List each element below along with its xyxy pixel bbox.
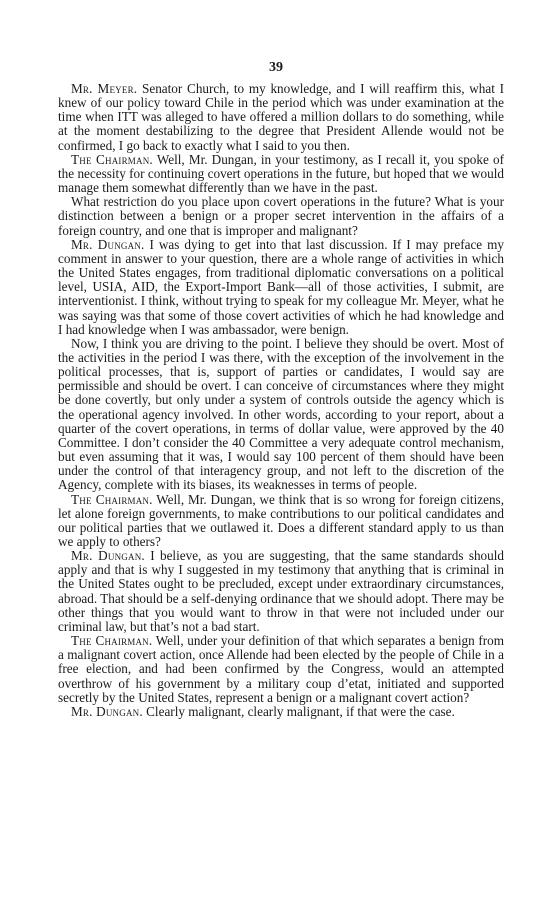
paragraph — [58, 153, 504, 195]
paragraph-text: Well, Mr. Dungan, in your testimony, as I recall it, you spoke of the necessity for continuing covert operations in the future, but hoped that we would manage them somewhat differently than we have in the past. — [58, 151, 504, 196]
page-number: 39 — [269, 60, 283, 75]
paragraph — [58, 337, 504, 493]
paragraph-text: Well, Mr. Dungan, we think that is so wrong for foreign citizens, let alone foreign governments, to make contributions to our political candidates and our political parties that we outlawed it. Does a different standard apply to us than we apply to others? — [58, 491, 504, 549]
speaker-name: The Chairman. — [71, 491, 153, 507]
speaker-name: Mr. Dungan. — [71, 236, 145, 252]
paragraph-text: I believe, as you are suggesting, that the same standards should apply and that is why I suggested in my testimony that anything that is criminal in the United States ought to be precluded, except under extraordinary circumstances, abroad. That should be a self-denying ordinance that we should adopt. There may be other things that you would want to throw in that were not included under our criminal law, but that’s not a bad start. — [58, 548, 504, 634]
paragraph — [58, 634, 504, 705]
speaker-name: Mr. Dungan. — [71, 548, 145, 564]
paragraph-text: Senator Church, to my knowledge, and I will reaffirm this, what I knew of our policy toward Chile in the period which was under examination at the time when ITT was alleged to have offered a million dollars to do something, while at the moment destabilizing to the degree that President Allende would not be confirmed, I go back to exactly what I said to you then. — [58, 81, 505, 153]
paragraph-text: I was dying to get into that last discussion. If I may preface my comment in answer to your question, there are a whole range of activities in which the United States engages, from traditional diplomatic conversations on a political level, USIA, AID, the Export-Import Bank—all of those activities, I submit, are interventionist. I think, without trying to speak for my colleague Mr. Meyer, what he was saying was that some of those covert activities of which he had knowledge and I had knowledge when I was ambassador, were benign. — [58, 236, 504, 337]
paragraph — [58, 705, 504, 719]
speaker-name: The Chairman. — [71, 151, 153, 167]
speaker-name: Mr. Meyer. — [71, 81, 138, 96]
paragraph — [58, 549, 504, 634]
paragraph-text: Clearly malignant, clearly malignant, if that were the case. — [142, 703, 455, 719]
body-text — [58, 82, 504, 719]
paragraph-text: What restriction do you place upon covert operations in the future? What is your distinction between a benign or a proper secret intervention in the affairs of a foreign country, and one that is improper and malignant? — [58, 194, 504, 238]
paragraph — [58, 195, 504, 237]
paragraph — [58, 82, 504, 153]
speaker-name: The Chairman. — [71, 633, 153, 649]
paragraph — [58, 493, 504, 550]
speaker-name: Mr. Dungan. — [71, 703, 143, 719]
paragraph — [58, 238, 504, 337]
paragraph-text: Now, I think you are driving to the point. I believe they should be overt. Most of the activities in the period I was there, with the exception of the involvement in the political processes, that is, support of parties or candidates, I would say are permissible and should be overt. I can conceive of circumstances where they might be done covertly, but only under a system of controls outside the agency which is the operational agency involved. In other words, according to your report, about a quarter of the covert operations, in terms of dollar value, were approved by the 40 Committee. I don’t consider the 40 Committee a very adequate control mechanism, but even assuming that it was, I would say 100 percent of them should have been under the control of that interagency group, and not left to the discretion of the Agency, complete with its biases, its weaknesses in terms of people. — [58, 335, 504, 493]
paragraph-text: Well, under your definition of that which separates a benign from a malignant covert action, once Allende had been elected by the people of Chile in a free election, and had been confirmed by the Congress, would an attempted overthrow of his government by a military coup d’etat, initiated and supported secretly by the United States, represent a benign or a malignant covert action? — [58, 633, 504, 705]
